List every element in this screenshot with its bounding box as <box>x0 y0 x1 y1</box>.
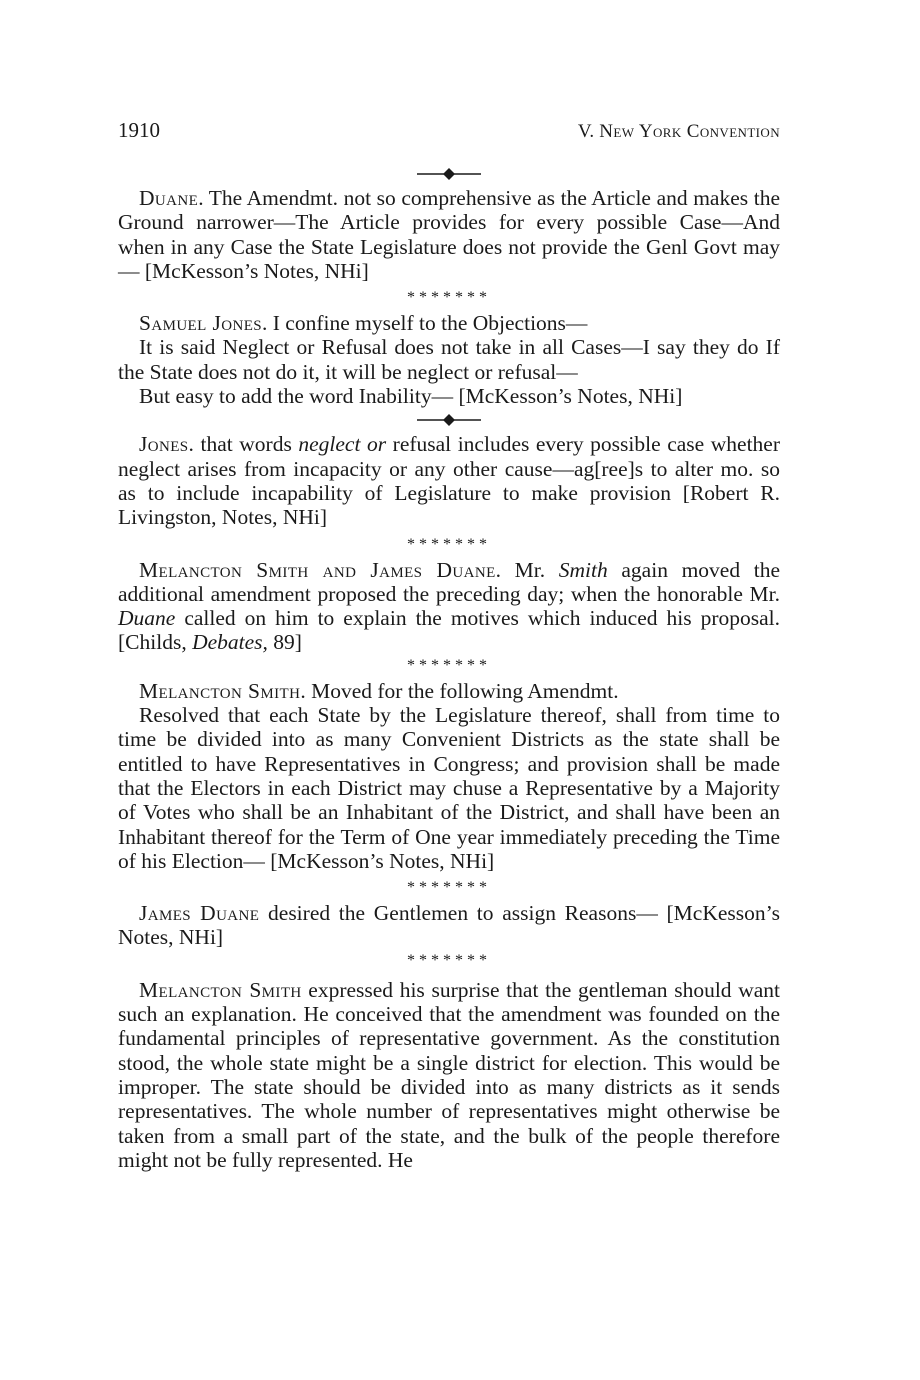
entry-text: refusal includes every possible case whether neglect arises from incapacity or any other cause—ag[ree]s to alter mo. so as to include incapability of Legislature to make provision [Robert R. Livingston, Notes, NHi] <box>118 432 780 530</box>
asterisk-separator: ******* <box>407 656 491 674</box>
running-title-prefix: V. <box>577 121 600 142</box>
entry-text: Resolved that each State by the Legislature thereof, shall from time to time be divided into as many Convenient Districts as the state shall be entitled to have Representatives in Congress; and provision shall be made that the Electors in each District may chuse a Representative by a Majority of Votes who shall be an Inhabitant of the District, and shall have been an Inhabitant thereof for the Term of One year immediately preceding the Time of his Election— [McKesson’s Notes, NHi] <box>118 703 780 873</box>
asterisk-separator: ******* <box>407 879 491 897</box>
entry-text: expressed his surprise that the gentleman should want such an explanation. He conceived that the amendment was founded on the fundamental principles of representative government. As the constitution stood, the whole state might be a single district for election. This would be improper. The state should be divided into as many districts as it sends representatives. The whole number of representatives might otherwise be taken from a small part of the state, and the bulk of the people therefore might not be fully represented. He <box>118 977 780 1172</box>
section-ornament <box>118 410 780 430</box>
entry-samuel-jones-cont <box>118 335 780 384</box>
entry-smith-duane <box>118 558 780 655</box>
entry-text: . The Amendmt. not so comprehensive as the Article and makes the Ground narrower—The Article provides for every possible Case—And when in any Case the State Legislature does not provide the Genl Govt may— [McKesson’s Notes, NHi] <box>118 186 780 283</box>
entry-italic: neglect or <box>298 432 387 457</box>
entry-samuel-jones <box>118 311 780 335</box>
entry-italic: Smith <box>558 557 608 582</box>
speaker-name: Samuel Jones <box>139 311 262 336</box>
speaker-name: Duane <box>139 186 199 210</box>
asterisk-separator: ******* <box>407 951 491 969</box>
speaker-name: James Duane <box>139 901 260 926</box>
entry-samuel-jones-cont2 <box>118 384 780 408</box>
speaker-name: James Duane <box>370 557 496 582</box>
entry-text: called on him to explain the motives which induced his proposal. [Childs, <box>118 606 780 655</box>
entry-text: desired the Gentlemen to assign Reasons— [McKesson’s Notes, NHi] <box>118 901 780 950</box>
running-head <box>118 118 780 144</box>
entry-text: . Mr. <box>495 557 559 582</box>
entry-text: . that words <box>188 432 299 457</box>
asterisk-separator: ******* <box>407 289 491 307</box>
entry-text: It is said Neglect or Refusal does not take in all Cases—I say they do If the State does not do it, it will be neglect or refusal— <box>118 335 780 384</box>
document-page <box>118 118 780 1172</box>
entry-text: But easy to add the word Inability— [McKesson’s Notes, NHi] <box>139 384 683 409</box>
running-title-text: New York Convention <box>599 121 780 142</box>
entry-james-duane <box>118 901 780 950</box>
section-ornament <box>118 164 780 184</box>
entry-text: 89] <box>267 630 302 655</box>
speaker-name: Melancton Smith <box>139 678 301 703</box>
speaker-name: Melancton Smith <box>139 977 302 1002</box>
speaker-name: Jones <box>139 432 189 457</box>
entry-italic: Debates, <box>192 630 268 655</box>
entry-text: again moved the additional amendment proposed the preceding day; when the honorable Mr. <box>118 557 780 606</box>
entry-melancton-smith-2 <box>118 978 780 1172</box>
entry-duane <box>118 186 780 283</box>
entry-text: . Moved for the following Amendmt. <box>300 678 619 703</box>
entry-melancton-smith-resolution <box>118 703 780 873</box>
entry-jones <box>118 432 780 529</box>
entry-italic: Duane <box>118 606 176 631</box>
speaker-name: Melancton Smith <box>139 557 309 582</box>
entry-melancton-smith <box>118 679 780 703</box>
entry-text: . I confine myself to the Objections— <box>262 311 588 336</box>
speaker-joiner: and <box>308 557 371 582</box>
diamond-rule-icon <box>417 167 481 181</box>
diamond-rule-icon <box>417 413 481 427</box>
running-title <box>578 120 780 144</box>
asterisk-separator: ******* <box>407 535 491 553</box>
page-number: 1910 <box>118 118 160 142</box>
